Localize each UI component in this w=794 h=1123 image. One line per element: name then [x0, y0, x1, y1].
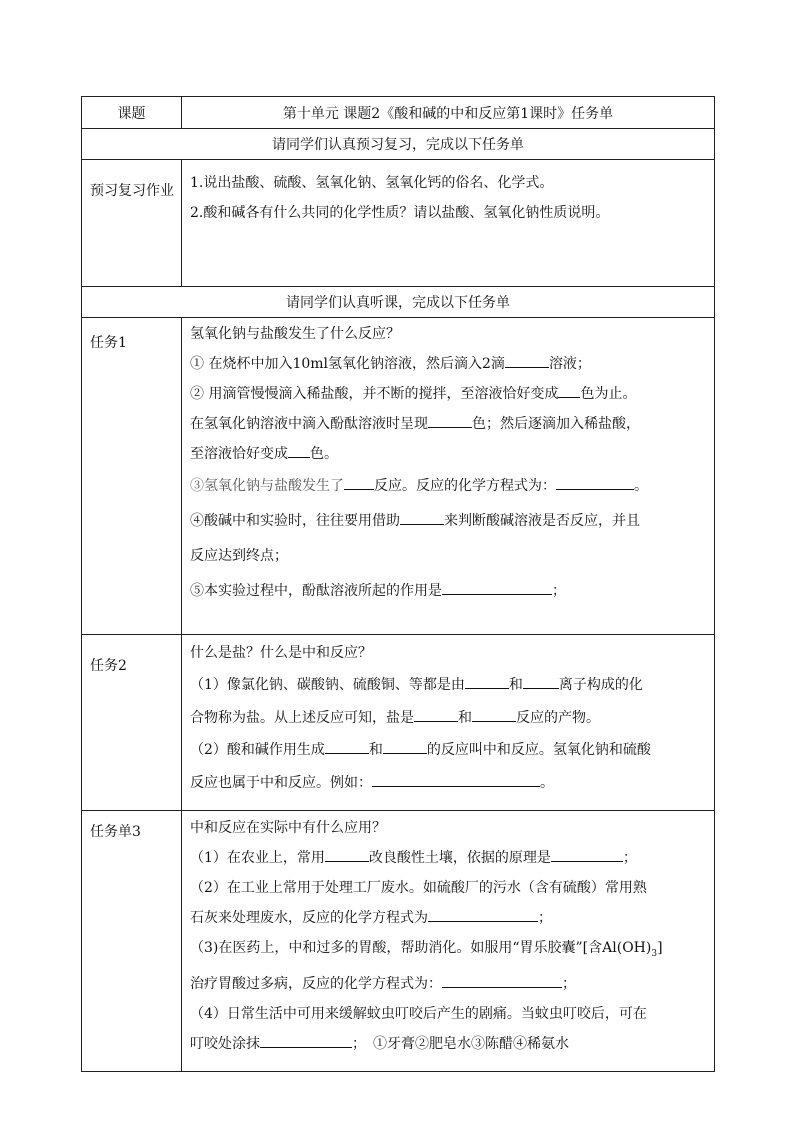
task3-label-cell — [82, 811, 182, 1072]
task1-label-cell — [82, 318, 182, 635]
task2-line-2: 合物称为盐。从上述反应可知，盐是 和 反应的产物。 — [190, 703, 708, 733]
task3-content-cell — [182, 811, 715, 1072]
answer-blank[interactable] — [523, 672, 559, 689]
preview-question-2: 2.酸和碱各有什么共同的化学性质？请以盐酸、氢氧化钠性质说明。 — [190, 205, 610, 221]
header-title-cell — [182, 97, 715, 129]
answer-blank[interactable] — [505, 351, 549, 368]
answer-blank[interactable] — [465, 672, 509, 689]
header-label-cell — [82, 97, 182, 129]
preview-label: 预习复习作业 — [90, 183, 174, 199]
section-heading-preview: 请同学们认真预习复习，完成以下任务单 — [272, 137, 524, 153]
preview-content-cell — [182, 160, 715, 287]
header-row — [82, 97, 715, 129]
section-row-lesson — [82, 287, 715, 318]
preview-label-cell — [82, 160, 182, 287]
section-heading-lesson: 请同学们认真听课，完成以下任务单 — [286, 295, 510, 311]
answer-blank[interactable] — [325, 845, 369, 862]
answer-blank[interactable] — [428, 411, 472, 428]
task3-line-6: （4）日常生活中可用来缓解蚊虫叮咬后产生的剧痛。当蚊虫叮咬后，可在 — [190, 1005, 647, 1022]
task1-content-cell — [182, 318, 715, 635]
page-title: 第十单元 课题2《酸和碱的中和反应第1课时》任务单 — [282, 105, 614, 122]
answer-blank[interactable] — [556, 473, 634, 490]
task2-content-cell — [182, 635, 715, 811]
answer-blank[interactable] — [344, 473, 374, 490]
task1-step-7: 反应达到终点； — [190, 548, 288, 564]
answer-blank[interactable] — [442, 578, 552, 595]
answer-blank[interactable] — [551, 845, 623, 862]
task2-question: 什么是盐？什么是中和反应？ — [190, 645, 372, 661]
task1-question: 氢氧化钠与盐酸发生了什么反应？ — [190, 326, 400, 342]
task3-question: 中和反应在实际中有什么应用？ — [190, 820, 386, 836]
task3-line-3: 石灰来处理废水，反应的化学方程式为 ； — [190, 903, 708, 933]
task-sheet-table — [81, 96, 715, 1072]
task3-line-2: （2）在工业上常用于处理工厂废水。如硫酸厂的污水（含有硫酸）常用熟 — [190, 880, 647, 896]
task1-step-8: ⑤本实验过程中，酚酞溶液所起的作用是 ； — [190, 574, 708, 609]
task2-line-3: （2）酸和碱作用生成 和 的反应叫中和反应。氢氧化钠和硫酸 — [190, 733, 708, 768]
answer-blank[interactable] — [414, 705, 458, 722]
answer-blank[interactable] — [383, 737, 427, 754]
preview-row — [82, 160, 715, 287]
task3-line-5: 治疗胃酸过多病，反应的化学方程式为： ； — [190, 969, 708, 999]
task2-label-cell — [82, 635, 182, 811]
task2-row — [82, 635, 715, 811]
task3-line-4: （3)在医药上，中和过多的胃酸，帮助消化。如服用“胃乐胶囊”[含$Al(OH)_3$] — [190, 940, 663, 959]
task3-label: 任务单3 — [90, 824, 141, 840]
task2-line-4: 反应也属于中和反应。例如： 。 — [190, 768, 708, 798]
answer-blank[interactable] — [260, 1031, 352, 1048]
task2-label: 任务2 — [90, 658, 127, 674]
task1-step-4: 至溶液恰好变成 色。 — [190, 439, 708, 469]
preview-question-1: 1.说出盐酸、硫酸、氢氧化钠、氢氧化钙的俗名、化学式。 — [190, 175, 554, 191]
task1-step-1: ① 在烧杯中加入10ml氢氧化钠溶液，然后滴入2滴 溶液； — [190, 349, 708, 379]
task1-step-3: 在氢氧化钠溶液中滴入酚酞溶液时呈现 色；然后逐滴加入稀盐酸， — [190, 409, 708, 439]
answer-blank[interactable] — [442, 971, 562, 988]
task1-label: 任务1 — [90, 335, 127, 351]
answer-blank[interactable] — [325, 737, 369, 754]
answer-blank[interactable] — [372, 770, 540, 787]
header-label: 课题 — [117, 105, 146, 122]
answer-blank[interactable] — [472, 705, 516, 722]
section-heading-cell — [82, 287, 715, 318]
answer-blank[interactable] — [558, 381, 580, 398]
answer-blank[interactable] — [400, 508, 444, 525]
section-row-preview — [82, 129, 715, 160]
task2-line-1: （1）像氯化钠、碳酸钠、硫酸铜、等都是由 和 离子构成的化 — [190, 668, 708, 703]
task3-row — [82, 811, 715, 1072]
answer-blank[interactable] — [288, 441, 310, 458]
task1-step-6: ④酸碱中和实验时，往往要用借助 来判断酸碱溶液是否反应，并且 — [190, 504, 708, 539]
task1-step-5: ③氢氧化钠与盐酸发生了 反应。反应的化学方程式为： 。 — [190, 469, 708, 504]
answer-blank[interactable] — [428, 905, 538, 922]
task1-step-2: ② 用滴管慢慢滴入稀盐酸，并不断的搅拌，至溶液恰好变成 色为止。 — [190, 379, 708, 409]
section-heading-cell — [82, 129, 715, 160]
task3-line-1: （1）在农业上，常用 改良酸性土壤，依据的原理是 ； — [190, 843, 708, 873]
task1-row — [82, 318, 715, 635]
task3-line-7: 叮咬处涂抹 ； ①牙膏②肥皂水③陈醋④稀氨水 — [190, 1029, 708, 1059]
